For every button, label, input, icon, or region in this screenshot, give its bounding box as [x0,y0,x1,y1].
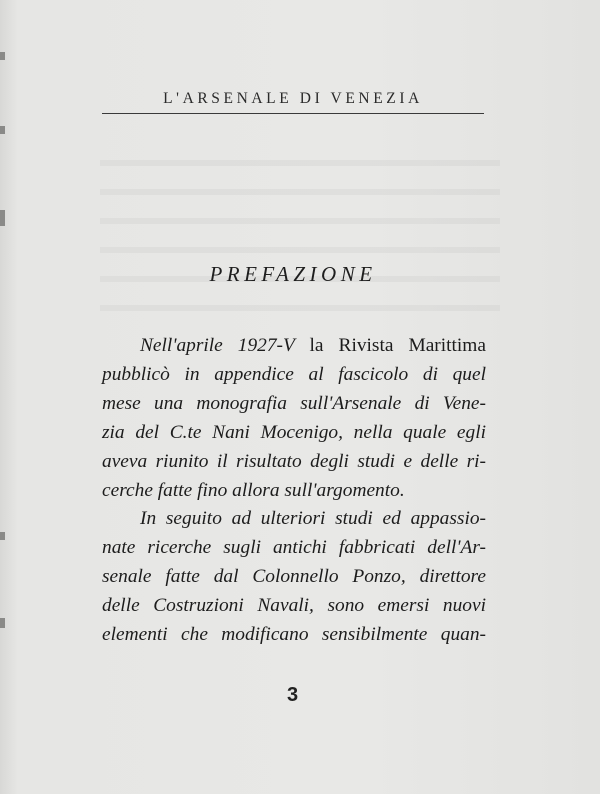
text-run: Nell'aprile 1927-V [140,335,310,356]
show-through-texture [100,140,500,330]
text-line: cerche fatte fino allora sull'argomento. [102,479,405,501]
page-number: 3 [286,684,299,706]
text-line: mese una monografia sull'Arsenale di Vene- [102,392,486,414]
text-line [102,332,486,361]
text-line: aveva riunito il risultato degli studi e delle ri- [102,450,486,472]
binding-mark [0,126,5,134]
page-title: PREFAZIONE [209,262,377,286]
header-rule [102,113,484,114]
running-head: L'ARSENALE DI VENEZIA [163,90,423,107]
binding-mark [0,52,5,60]
text-run: Rivista Marittima [323,335,486,356]
binding-mark [0,618,5,628]
text-line: elementi che modificano sensibilmente quan- [102,624,486,646]
text-line: In seguito ad ulteriori studi ed appassio- [140,508,486,530]
text-run: la [309,335,324,356]
text-line: senale fatte dal Colonnello Ponzo, direttore [102,566,486,588]
binding-mark [0,532,5,540]
text-line: zia del C.te Nani Mocenigo, nella quale egli [102,421,486,443]
text-line: pubblicò in appendice al fascicolo di quel [102,363,486,385]
text-line: nate ricerche sugli antichi fabbricati dell'Ar- [102,537,486,559]
body-text [102,332,486,650]
text-line: delle Costruzioni Navali, sono emersi nuovi [102,595,486,617]
binding-mark [0,210,5,226]
